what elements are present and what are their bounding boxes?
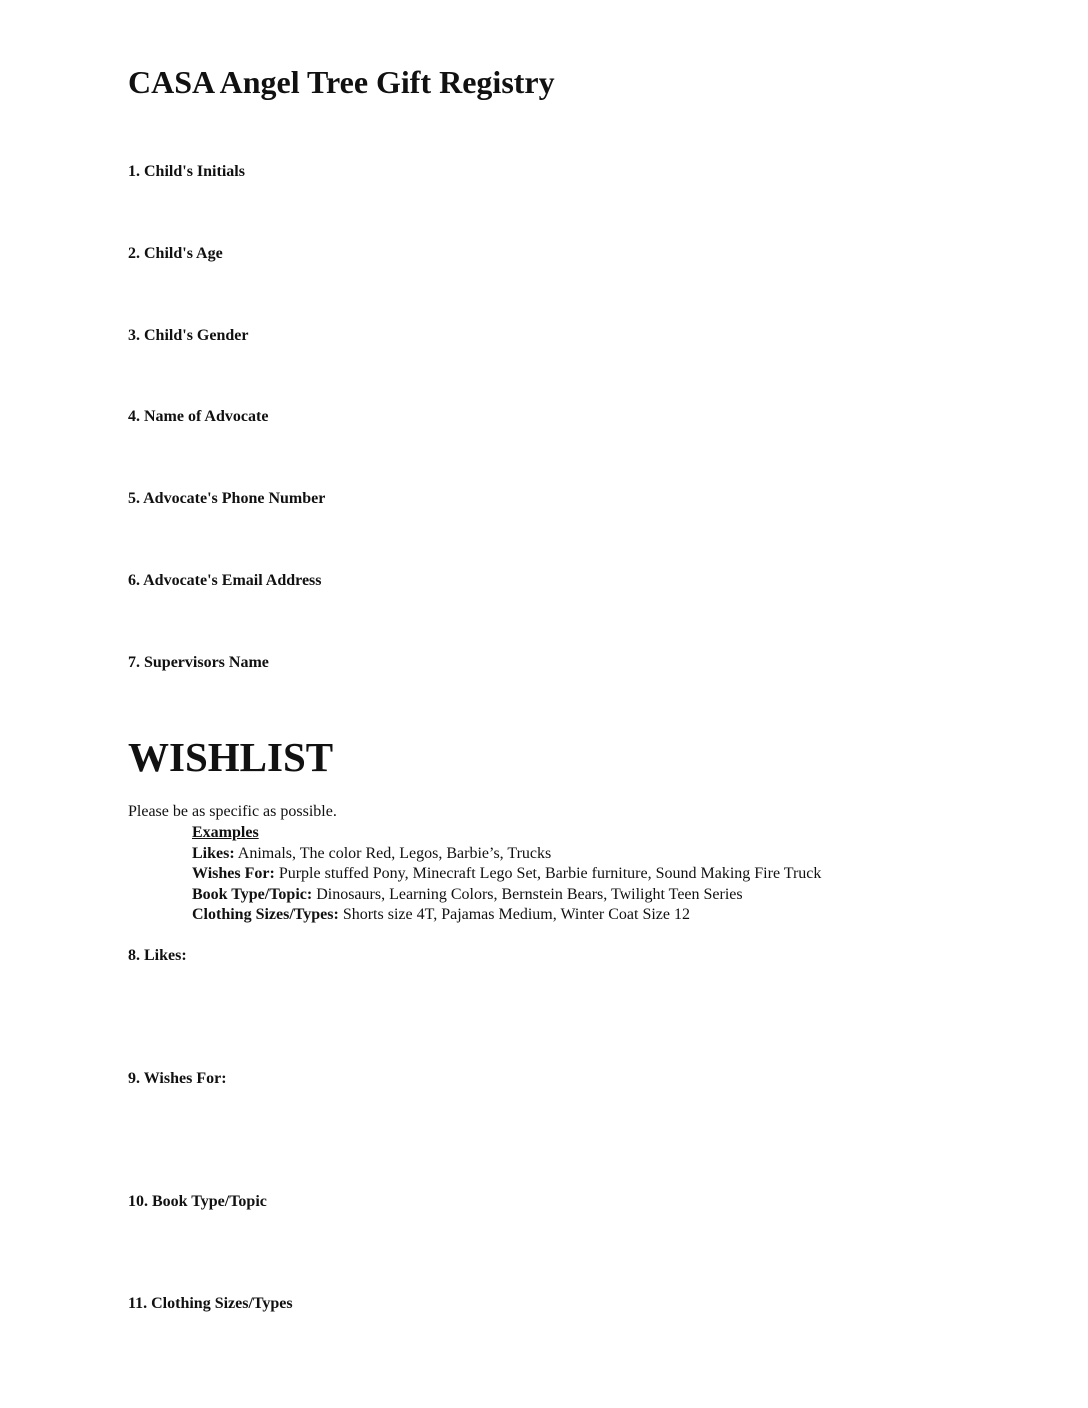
- question-advocate-name: 4. Name of Advocate: [128, 408, 269, 425]
- question-advocate-phone: 5. Advocate's Phone Number: [128, 490, 326, 507]
- example-text: Animals, The color Red, Legos, Barbie’s, Trucks: [234, 844, 552, 862]
- examples-title: Examples: [192, 824, 259, 841]
- example-book-type: [192, 885, 821, 906]
- question-wishes-for: 9. Wishes For:: [128, 1070, 227, 1087]
- question-child-age: 2. Child's Age: [128, 245, 223, 262]
- example-wishes-for: [192, 864, 821, 885]
- example-label: Likes:: [192, 844, 235, 862]
- example-text: Dinosaurs, Learning Colors, Bernstein Bears, Twilight Teen Series: [312, 885, 743, 903]
- examples-block: [192, 823, 821, 926]
- example-likes: [192, 844, 821, 865]
- example-text: Purple stuffed Pony, Minecraft Lego Set, Barbie furniture, Sound Making Fire Truck: [274, 865, 822, 883]
- wishlist-heading: WISHLIST: [128, 734, 334, 780]
- question-book-type: 10. Book Type/Topic: [128, 1193, 267, 1210]
- question-child-initials: 1. Child's Initials: [128, 163, 245, 180]
- example-label: Book Type/Topic:: [192, 885, 313, 903]
- question-child-gender: 3. Child's Gender: [128, 327, 249, 344]
- example-text: Shorts size 4T, Pajamas Medium, Winter Coat Size 12: [338, 906, 690, 924]
- example-label: Wishes For:: [192, 865, 275, 883]
- question-supervisor-name: 7. Supervisors Name: [128, 654, 269, 671]
- wishlist-intro: Please be as specific as possible.: [128, 803, 337, 820]
- question-clothing-sizes: 11. Clothing Sizes/Types: [128, 1295, 293, 1312]
- example-clothing-sizes: [192, 905, 821, 926]
- example-label: Clothing Sizes/Types:: [192, 906, 339, 924]
- question-likes: 8. Likes:: [128, 947, 187, 964]
- form-title: CASA Angel Tree Gift Registry: [128, 64, 555, 100]
- question-advocate-email: 6. Advocate's Email Address: [128, 572, 322, 589]
